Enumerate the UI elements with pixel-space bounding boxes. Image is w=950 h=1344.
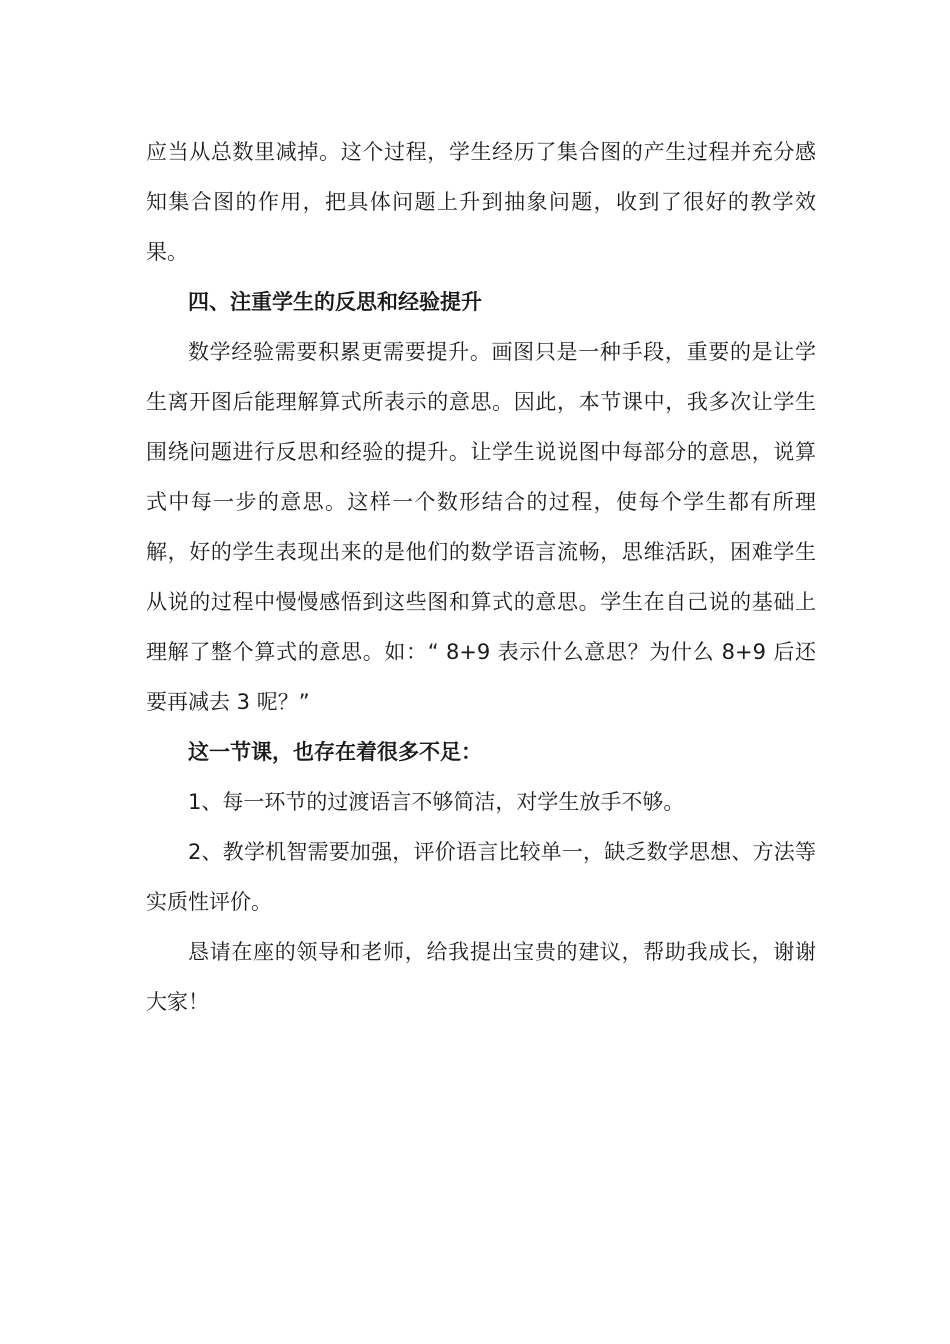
section-heading-reflection: 四、注重学生的反思和经验提升 <box>188 290 482 314</box>
shortcoming-item-2: 2、教学机智需要加强，评价语言比较单一，缺乏数学思想、方法等实质性评价。 <box>146 840 816 914</box>
paragraph-continuation: 应当从总数里减掉。这个过程，学生经历了集合图的产生过程并充分感知集合图的作用，把具体问题上升到抽象问题，收到了很好的教学效果。 <box>146 140 816 264</box>
closing-paragraph: 恳请在座的领导和老师，给我提出宝贵的建议，帮助我成长，谢谢大家！ <box>146 940 816 1014</box>
shortcoming-item-1: 1、每一环节的过渡语言不够简洁，对学生放手不够。 <box>188 790 685 814</box>
document-body <box>146 127 816 1027</box>
paragraph-reflection: 数学经验需要积累更需要提升。画图只是一种手段，重要的是让学生离开图后能理解算式所表示的意思。因此，本节课中，我多次让学生围绕问题进行反思和经验的提升。让学生说说图中每部分的意思，说算式中每一步的意思。这样一个数形结合的过程，使每个学生都有所理解，好的学生表现出来的是他们的数学语言流畅，思维活跃，困难学生从说的过程中慢慢感悟到这些图和算式的意思。学生在自己说的基础上理解了整个算式的意思。如：“ 8+9 表示什么意思？为什么 8+9 后还要再减去 3 呢？” <box>146 340 816 714</box>
section-heading-shortcomings: 这一节课，也存在着很多不足： <box>188 740 482 764</box>
